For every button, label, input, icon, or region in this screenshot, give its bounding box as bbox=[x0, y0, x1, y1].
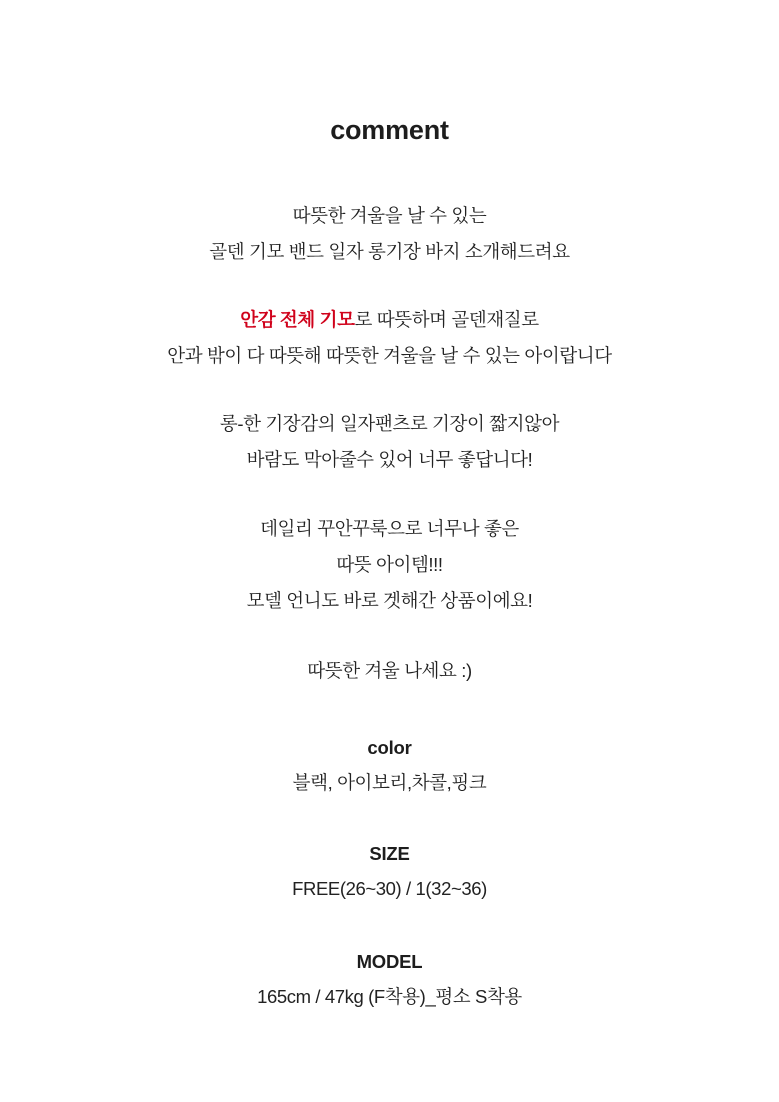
section-color-value: 블랙, 아이보리,차콜,핑크 bbox=[292, 772, 487, 794]
material-line-2: 안과 밖이 다 따뜻해 따뜻한 겨울을 날 수 있는 아이랍니다 bbox=[167, 345, 612, 367]
page-title: comment bbox=[330, 115, 449, 145]
paragraph-fit bbox=[0, 406, 779, 478]
section-color bbox=[0, 733, 779, 799]
intro-line-1: 따뜻한 겨울을 날 수 있는 bbox=[292, 205, 487, 227]
material-accent-text: 안감 전체 기모 bbox=[240, 309, 355, 331]
closing-line-1: 따뜻한 겨울 나세요 :) bbox=[307, 660, 472, 682]
section-color-heading: color bbox=[367, 737, 412, 759]
section-size bbox=[0, 839, 779, 905]
paragraph-intro bbox=[0, 198, 779, 270]
section-size-value: FREE(26~30) / 1(32~36) bbox=[292, 878, 487, 900]
fit-line-2: 바람도 막아줄수 있어 너무 좋답니다! bbox=[246, 449, 533, 471]
material-line-1 bbox=[0, 302, 779, 338]
paragraph-closing bbox=[0, 653, 779, 689]
section-model-value: 165cm / 47kg (F착용)_평소 S착용 bbox=[257, 986, 522, 1008]
paragraph-material bbox=[0, 302, 779, 374]
material-line-1-rest: 로 따뜻하며 골덴재질로 bbox=[354, 309, 539, 331]
section-model bbox=[0, 947, 779, 1013]
section-model-heading: MODEL bbox=[356, 951, 423, 973]
daily-line-2: 따뜻 아이템!!! bbox=[336, 554, 443, 576]
daily-line-1: 데일리 꾸안꾸룩으로 너무나 좋은 bbox=[260, 518, 519, 540]
daily-line-3: 모델 언니도 바로 겟해간 상품이에요! bbox=[246, 590, 533, 612]
paragraph-daily bbox=[0, 511, 779, 619]
section-size-heading: SIZE bbox=[369, 843, 410, 865]
fit-line-1: 롱-한 기장감의 일자팬츠로 기장이 짧지않아 bbox=[219, 413, 560, 435]
intro-line-2: 골덴 기모 밴드 일자 롱기장 바지 소개해드려요 bbox=[209, 241, 570, 263]
